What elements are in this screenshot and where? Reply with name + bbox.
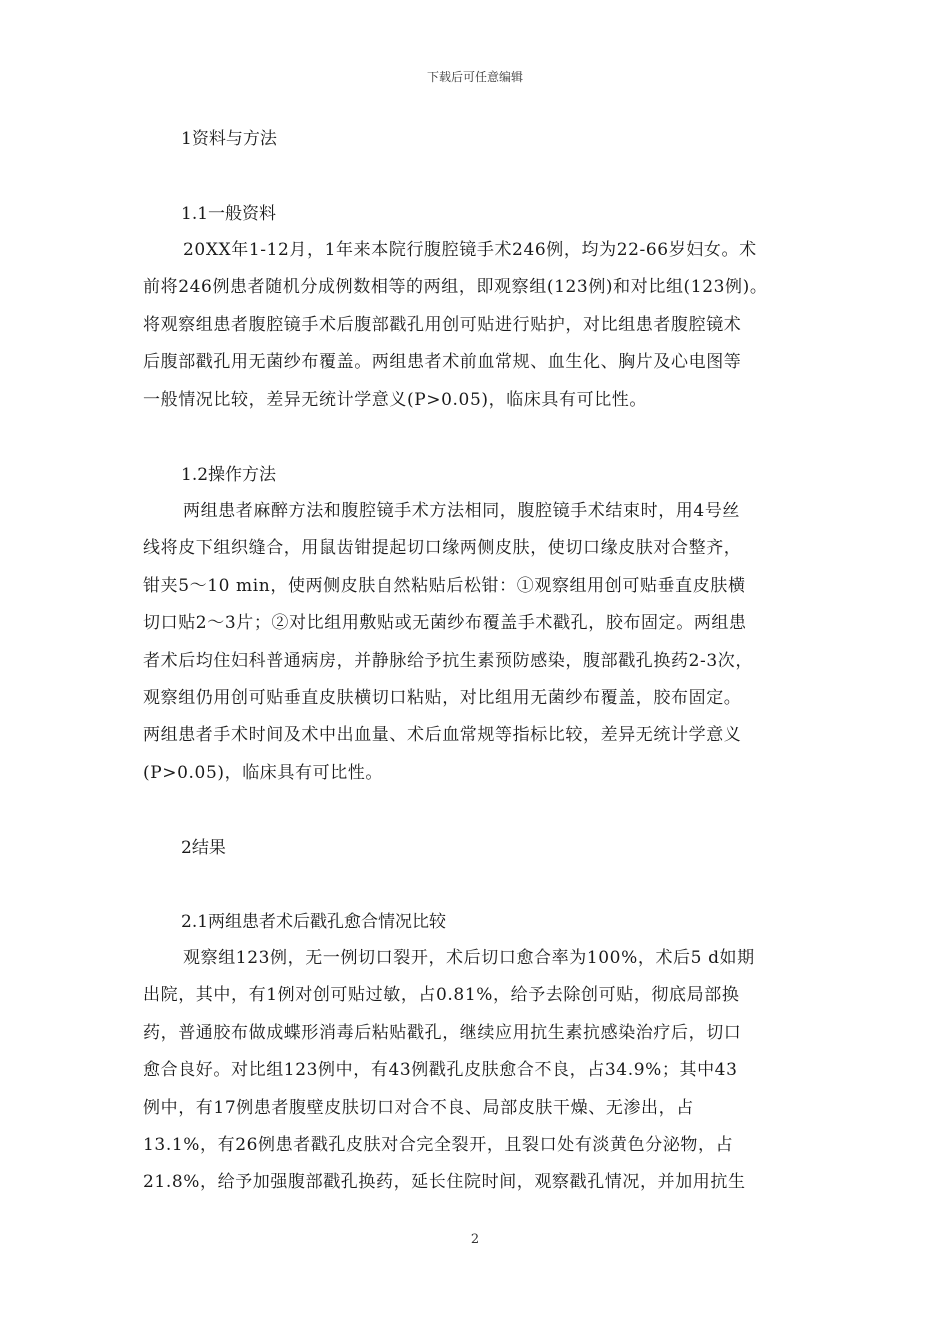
section-2-1-title: 2.1两组患者术后戳孔愈合情况比较 xyxy=(181,912,447,932)
paragraph-line: 将观察组患者腹腔镜手术后腹部戳孔用创可贴进行贴护，对比组患者腹腔镜术 xyxy=(143,314,742,335)
paragraph-line: 愈合良好。对比组123例中，有43例戳孔皮肤愈合不良，占34.9%；其中43 xyxy=(143,1060,738,1081)
paragraph-line: 两组患者麻醉方法和腹腔镜手术方法相同，腹腔镜手术结束时，用4号丝 xyxy=(183,501,741,521)
paragraph-line: 线将皮下组织缝合，用鼠齿钳提起切口缘两侧皮肤，使切口缘皮肤对合整齐， xyxy=(143,538,742,559)
paragraph-line: 21.8%，给予加强腹部戳孔换药，延长住院时间，观察戳孔情况，并加用抗生 xyxy=(143,1172,746,1193)
section-1-1-paragraph xyxy=(143,232,808,419)
paragraph-line: 钳夹5～10 min，使两侧皮肤自然粘贴后松钳：①观察组用创可贴垂直皮肤横 xyxy=(143,575,746,596)
paragraph-line: 一般情况比较，差异无统计学意义(P>0.05)，临床具有可比性。 xyxy=(143,389,647,410)
paragraph-line: 13.1%，有26例患者戳孔皮肤对合完全裂开，且裂口处有淡黄色分泌物，占 xyxy=(143,1135,734,1156)
paragraph-line: 例中，有17例患者腹壁皮肤切口对合不良、局部皮肤干燥、无渗出，占 xyxy=(143,1097,694,1118)
section-1-title: 1资料与方法 xyxy=(181,129,277,149)
page-number: 2 xyxy=(470,1232,480,1247)
page-header: 下载后可任意编辑 xyxy=(426,70,523,84)
section-1-1-title: 1.1一般资料 xyxy=(181,204,277,224)
paragraph-line: 观察组仍用创可贴垂直皮肤横切口粘贴，对比组用无菌纱布覆盖，胶布固定。 xyxy=(143,688,742,709)
section-2-title: 2结果 xyxy=(181,838,226,858)
paragraph-line: 出院，其中，有1例对创可贴过敏，占0.81%，给予去除创可贴，彻底局部换 xyxy=(143,985,740,1006)
paragraph-line: 切口贴2～3片；②对比组用敷贴或无菌纱布覆盖手术戳孔，胶布固定。两组患 xyxy=(143,613,747,634)
paragraph-line: 前将246例患者随机分成例数相等的两组，即观察组(123例)和对比组(123例)。 xyxy=(143,277,768,298)
paragraph-line: 药，普通胶布做成蝶形消毒后粘贴戳孔，继续应用抗生素抗感染治疗后，切口 xyxy=(143,1022,742,1043)
paragraph-line: 后腹部戳孔用无菌纱布覆盖。两组患者术前血常规、血生化、胸片及心电图等 xyxy=(143,352,742,373)
paragraph-line: 者术后均住妇科普通病房，并静脉给予抗生素预防感染，腹部戳孔换药2-3次， xyxy=(143,650,753,671)
paragraph-line: (P>0.05)，临床具有可比性。 xyxy=(143,762,383,783)
paragraph-line: 两组患者手术时间及术中出血量、术后血常规等指标比较，差异无统计学意义 xyxy=(143,725,742,746)
paragraph-line: 观察组123例，无一例切口裂开，术后切口愈合率为100%，术后5 d如期 xyxy=(183,948,755,968)
paragraph-line: 20XX年1-12月，1年来本院行腹腔镜手术246例，均为22-66岁妇女。术 xyxy=(183,240,757,260)
section-1-2-title: 1.2操作方法 xyxy=(181,465,277,485)
section-2-1-paragraph xyxy=(143,940,808,1202)
section-1-2-paragraph xyxy=(143,493,808,792)
